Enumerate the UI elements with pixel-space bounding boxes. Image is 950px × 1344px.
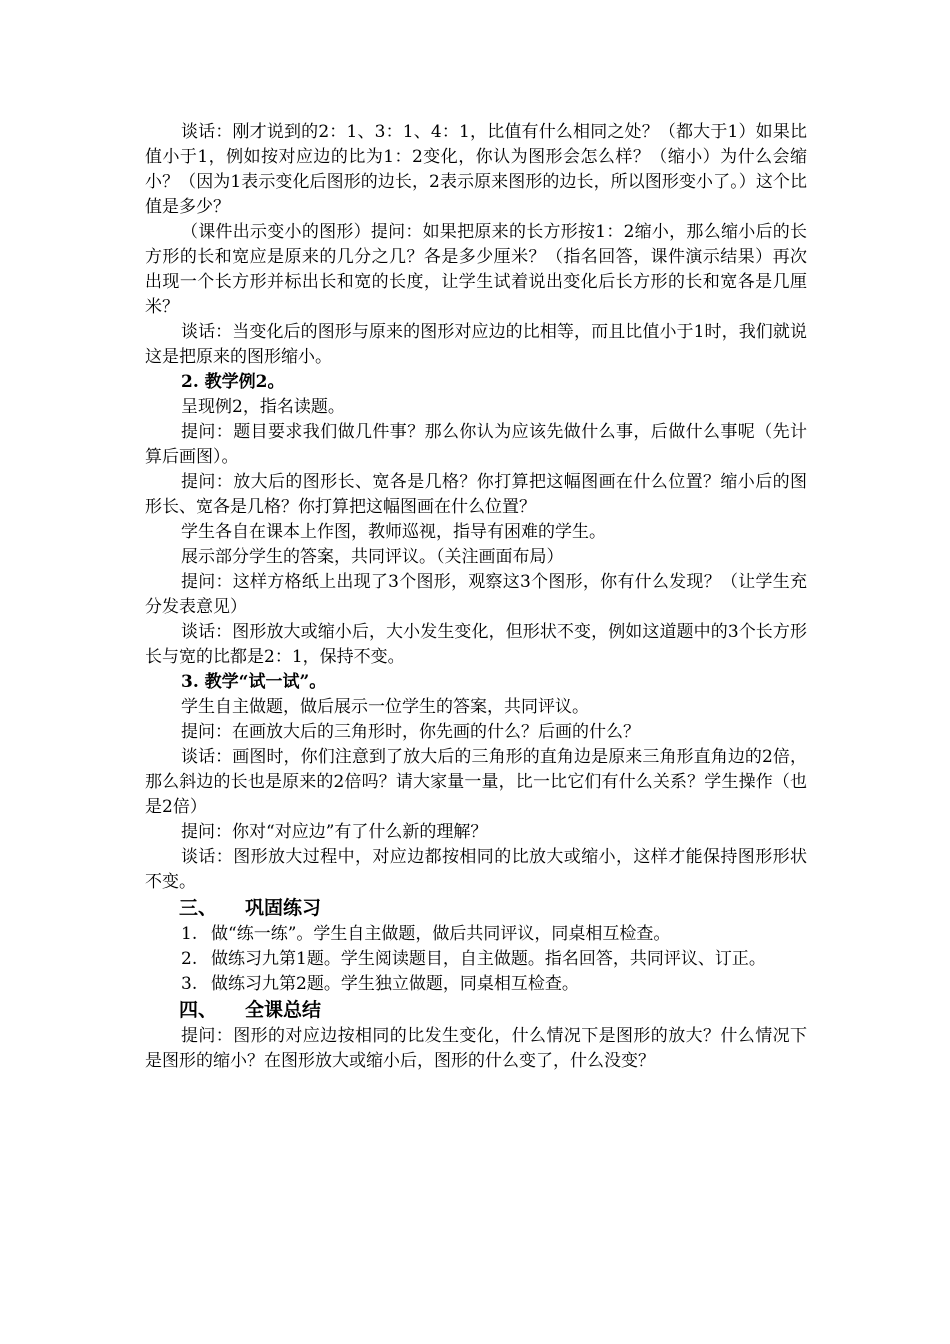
paragraph: 提问：这样方格纸上出现了3个图形，观察这3个图形，你有什么发现？（让学生充分发表意见） bbox=[145, 572, 807, 617]
paragraph: 提问：你对“对应边”有了什么新的理解？ bbox=[181, 822, 488, 842]
list-item bbox=[145, 947, 807, 972]
list-item-text: 做练习九第1题。学生阅读题目，自主做题。指名回答，共同评议、订正。 bbox=[211, 949, 766, 969]
section-heading-summary bbox=[145, 997, 807, 1024]
paragraph: 谈话：图形放大或缩小后，大小发生变化，但形状不变，例如这道题中的3个长方形长与宽的比都是2：1，保持不变。 bbox=[145, 622, 807, 667]
paragraph: 学生各自在课本上作图，教师巡视，指导有困难的学生。 bbox=[181, 522, 606, 542]
paragraph: 谈话：图形放大过程中，对应边都按相同的比放大或缩小，这样才能保持图形形状不变。 bbox=[145, 847, 807, 892]
paragraph: 提问：图形的对应边按相同的比发生变化，什么情况下是图形的放大？什么情况下是图形的缩小？在图形放大或缩小后，图形的什么变了，什么没变？ bbox=[145, 1026, 807, 1071]
paragraph: 谈话：画图时，你们注意到了放大后的三角形的直角边是原来三角形直角边的2倍，那么斜边的长也是原来的2倍吗？请大家量一量，比一比它们有什么关系？学生操作（也是2倍） bbox=[145, 747, 807, 817]
paragraph: 提问：在画放大后的三角形时，你先画的什么？后画的什么？ bbox=[181, 722, 640, 742]
section-heading-practice bbox=[145, 895, 807, 922]
paragraph: 谈话：刚才说到的2：1、3：1、4：1，比值有什么相同之处？（都大于1）如果比值小于1，例如按对应边的比为1：2变化，你认为图形会怎么样？（缩小）为什么会缩小？（因为1表示变化后图形的边长，2表示原来图形的边长，所以图形变小了。）这个比值是多少？ bbox=[145, 122, 807, 217]
list-item-number: 3. bbox=[181, 974, 198, 994]
paragraph: 谈话：当变化后的图形与原来的图形对应边的比相等，而且比值小于1时，我们就说这是把原来的图形缩小。 bbox=[145, 322, 807, 367]
paragraph: （课件出示变小的图形）提问：如果把原来的长方形按1：2缩小，那么缩小后的长方形的长和宽应是原来的几分之几？各是多少厘米？（指名回答，课件演示结果）再次出现一个长方形并标出长和宽的长度，让学生试着说出变化后长方形的长和宽各是几厘米？ bbox=[145, 222, 807, 317]
paragraph: 呈现例2，指名读题。 bbox=[181, 397, 345, 417]
list-item-text: 做练习九第2题。学生独立做题，同桌相互检查。 bbox=[211, 974, 579, 994]
list-item-text: 做“练一练”。学生自主做题，做后共同评议，同桌相互检查。 bbox=[211, 924, 671, 944]
list-item-number: 2. bbox=[181, 949, 198, 969]
section-title: 巩固练习 bbox=[245, 897, 322, 919]
subheading-example-2: 2. 教学例2。 bbox=[181, 372, 285, 392]
list-item bbox=[145, 922, 807, 947]
section-title: 全课总结 bbox=[245, 999, 322, 1021]
section-number: 四、 bbox=[179, 999, 218, 1021]
subheading-try-it: 3. 教学“试一试”。 bbox=[181, 672, 327, 692]
paragraph: 提问：放大后的图形长、宽各是几格？你打算把这幅图画在什么位置？缩小后的图形长、宽各是几格？你打算把这幅图画在什么位置？ bbox=[145, 472, 807, 517]
paragraph: 学生自主做题，做后展示一位学生的答案，共同评议。 bbox=[181, 697, 589, 717]
list-item bbox=[145, 972, 807, 997]
paragraph: 展示部分学生的答案，共同评议。（关注画面布局） bbox=[181, 547, 564, 567]
list-item-number: 1. bbox=[181, 924, 198, 944]
document-body bbox=[145, 120, 807, 1074]
paragraph: 提问：题目要求我们做几件事？那么你认为应该先做什么事，后做什么事呢（先计算后画图）。 bbox=[145, 422, 807, 467]
section-number: 三、 bbox=[179, 897, 218, 919]
